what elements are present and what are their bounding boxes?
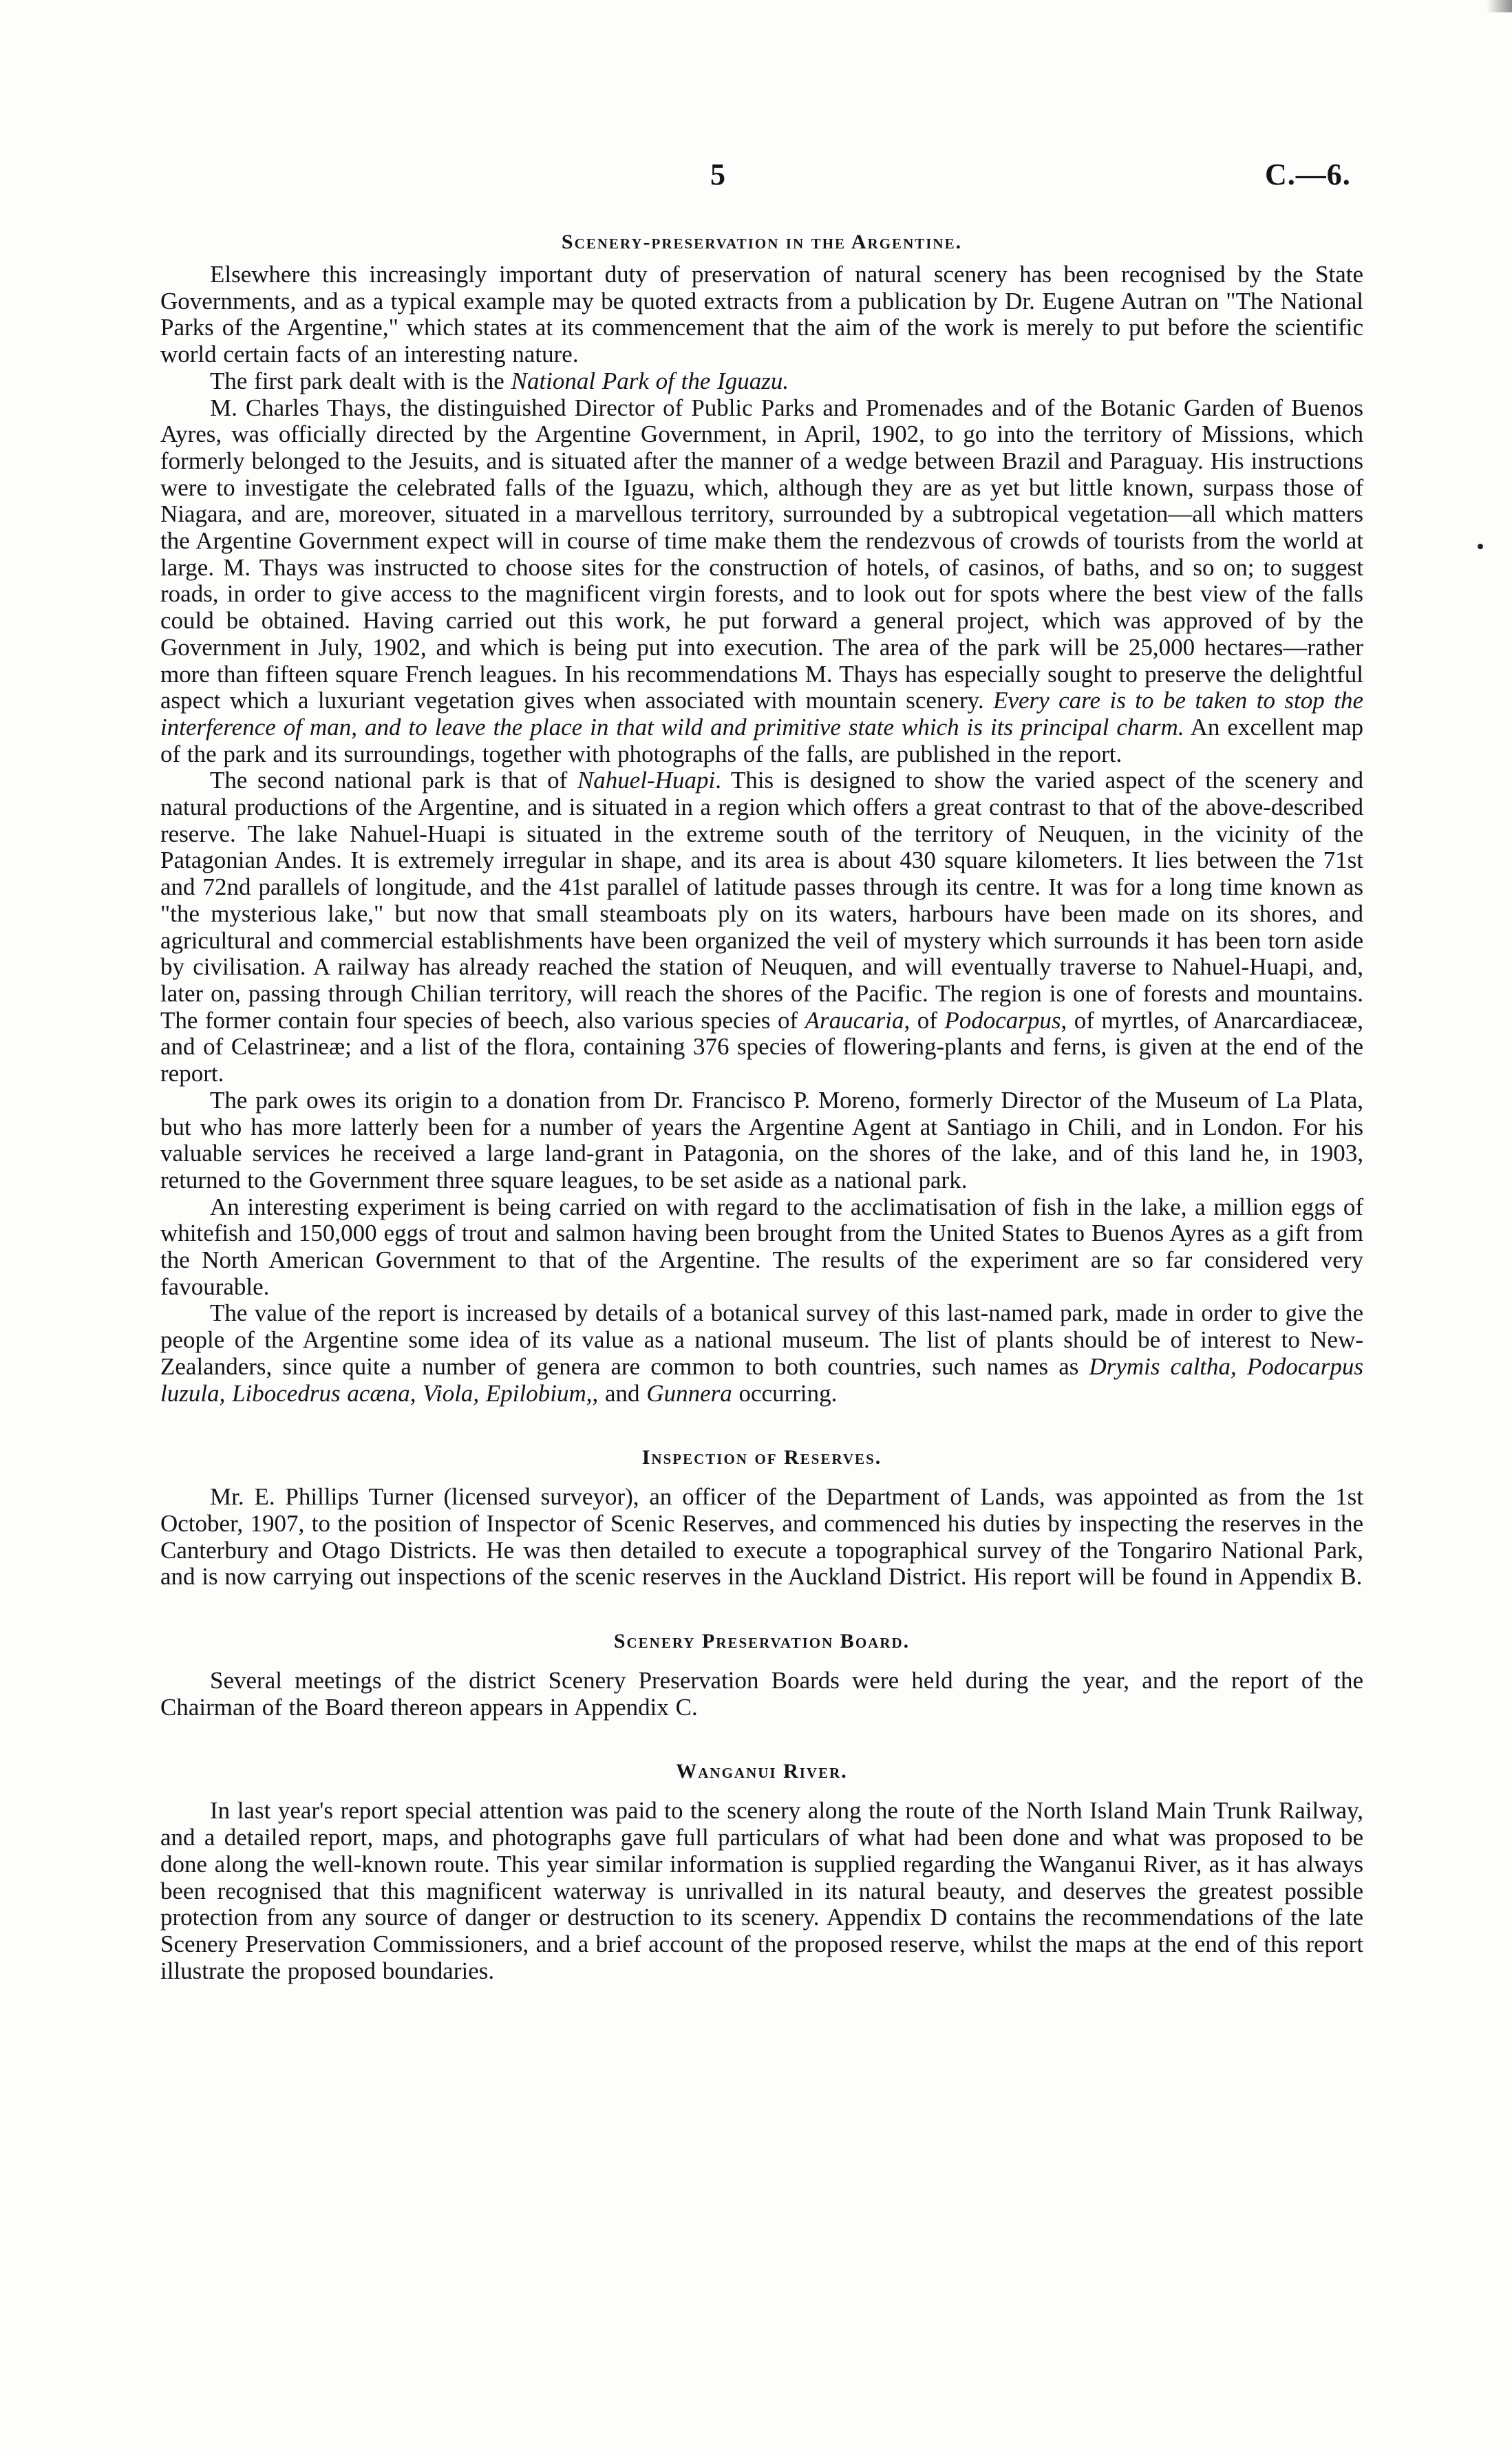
paragraph-text: , and [592, 1379, 647, 1407]
section-argentine [160, 227, 1363, 1407]
paragraph-text: , of [904, 1006, 945, 1034]
section-heading: Wanganui River. [676, 1760, 848, 1783]
paragraph-text: An excellent map of the park and its surroundings, together with photographs of the falls, are published in the report. [160, 713, 1363, 767]
section-scenery-preservation-board [160, 1626, 1363, 1721]
section-heading: Inspection of Reserves. [641, 1446, 882, 1469]
italic-genus: Gunnera [646, 1379, 732, 1407]
page-number: 5 [710, 158, 725, 191]
paragraph [160, 1300, 1363, 1407]
section-wanganui-river [160, 1756, 1363, 1984]
paragraph: Mr. E. Phillips Turner (licensed surveyor), an officer of the Department of Lands, was appointed as from the 1st October, 1907, to the position of Inspector of Scenic Reserves, and commenced his duties by inspecting the reserves in the Canterbury and Otago Districts. He was then detailed to execute a topographical survey of the Tongariro National Park, and is now carrying out inspections of the scenic reserves in the Auckland District. His report will be found in Appendix B. [160, 1483, 1363, 1591]
paragraph [160, 368, 1363, 395]
paragraph: Several meetings of the district Scenery Preservation Boards were held during the year, and the report of the Chairman of the Board thereon appears in Appendix C. [160, 1667, 1363, 1721]
paragraph-text: The first park dealt with is the [210, 367, 511, 394]
paragraph [160, 767, 1363, 1087]
italic-genera-list: Drymis caltha, Podocarpus luzula, Libocedrus acæna, Viola, Epilobium, [160, 1352, 1363, 1407]
paragraph-text: occurring. [732, 1379, 838, 1407]
paragraph-text: . This is designed to show the varied aspect of the scenery and natural productions of the Argentine, and is situated in a region which offers a great contrast to that of the above-described reserve. The lake Nahuel-Huapi is situated in the extreme south of the territory of Neuquen, in the vicinity of the Patagonian Andes. It is extremely irregular in shape, and its area is about 430 square kilometers. It lies between the 71st and 72nd parallels of longitude, and the 41st parallel of latitude passes through its centre. It was for a long time known as "the mysterious lake," but now that small steamboats ply on its waters, harbours have been made on its shores, and agricultural and commercial establishments have been organized the veil of mystery which surrounds it has been torn aside by civilisation. A railway has already reached the station of Neuquen, and will eventually traverse to Nahuel-Huapi, and, later on, passing through Chilian territory, will reach the shores of the Pacific. The region is one of forests and mountains. The former contain four species of beech, also various species of [160, 767, 1363, 1034]
page-body [160, 227, 1363, 1984]
paragraph: In last year's report special attention was paid to the scenery along the route of the North Island Main Trunk Railway, and a detailed report, maps, and photographs gave full particulars of what had been done and what was proposed to be done along the well-known route. This year similar information is supplied regarding the Wanganui River, as it has always been recognised that this magnificent waterway is unrivalled in its natural beauty, and deserves the greatest possible protection from any source of danger or destruction to its scenery. Appendix D contains the recommendations of the late Scenery Preservation Commissioners, and a brief account of the proposed reserve, whilst the maps at the end of this report illustrate the proposed boundaries. [160, 1797, 1363, 1984]
paragraph-text: The second national park is that of [210, 767, 577, 794]
document-reference: C.—6. [1265, 158, 1351, 191]
section-inspection-of-reserves [160, 1443, 1363, 1591]
italic-quote: Every care is to be taken to stop the interference of man, and to leave the place in that wild and primitive state which is its principal charm. [160, 687, 1363, 741]
italic-genus: Podocarpus [944, 1006, 1061, 1034]
paragraph: The park owes its origin to a donation from Dr. Francisco P. Moreno, formerly Director of the Museum of La Plata, but who has more latterly been for a number of years the Argentine Agent at Santiago in Chili, and in London. For his valuable services he received a large land-grant in Patagonia, on the shores of the lake, and of this land he, in 1903, returned to the Government three square leagues, to be set aside as a national park. [160, 1086, 1363, 1193]
italic-park-name: National Park of the Iguazu. [511, 367, 789, 394]
paragraph-text: , of myrtles, of Anarcardiaceæ, and of Celastrineæ; and a list of the flora, containing 376 species of flowering-plants and ferns, is given at the end of the report. [160, 1006, 1363, 1087]
paragraph-text: The value of the report is increased by details of a botanical survey of this last-named park, made in order to give the people of the Argentine some idea of its value as a national museum. The list of plants should be of interest to New-Zealanders, since quite a number of genera are common to both countries, such names as [160, 1299, 1363, 1380]
italic-genus: Araucaria [805, 1006, 904, 1034]
scan-artifact [1487, 0, 1512, 12]
section-heading: Scenery Preservation Board. [613, 1630, 911, 1653]
paragraph-text: M. Charles Thays, the distinguished Director of Public Parks and Promenades and of the Botanic Garden of Buenos Ayres, was officially directed by the Argentine Government, in April, 1902, to go into the territory of Missions, which formerly belonged to the Jesuits, and is situated after the manner of a wedge between Brazil and Paraguay. His instructions were to investigate the celebrated falls of the Iguazu, which, although they are as yet but little known, surpass those of Niagara, and are, moreover, situated in a marvellous territory, surrounded by a subtropical vegetation—all which matters the Argentine Government expect will in course of time make them the rendezvous of crowds of tourists from the world at large. M. Thays was instructed to choose sites for the construction of hotels, of casinos, of baths, and so on; to suggest roads, in order to give access to the magnificent virgin forests, and to look out for spots where the best view of the falls could be obtained. Having carried out this work, he put forward a general project, which was approved of by the Government in July, 1902, and which is being put into execution. The area of the park will be 25,000 hectares—rather more than fifteen square French leagues. In his recommendations M. Thays has especially sought to preserve the delightful aspect which a luxuriant vegetation gives when associated with mountain scenery. [160, 394, 1363, 714]
italic-park-name: Nahuel-Huapi [577, 767, 716, 794]
page-header [0, 157, 1512, 198]
paragraph [160, 395, 1363, 768]
paragraph: An interesting experiment is being carried on with regard to the acclimatisation of fish in the lake, a million eggs of whitefish and 150,000 eggs of trout and salmon having been brought from the United States to Buenos Ayres as a gift from the North American Government to that of the Argentine. The results of the experiment are so far considered very favourable. [160, 1193, 1363, 1300]
paragraph: Elsewhere this increasingly important duty of preservation of natural scenery has been recognised by the State Governments, and as a typical example may be quoted extracts from a publication by Dr. Eugene Autran on "The National Parks of the Argentine," which states at its commencement that the aim of the work is merely to put before the scientific world certain facts of an interesting nature. [160, 261, 1363, 368]
margin-dot [1478, 544, 1483, 549]
section-heading: Scenery-preservation in the Argentine. [561, 231, 963, 253]
